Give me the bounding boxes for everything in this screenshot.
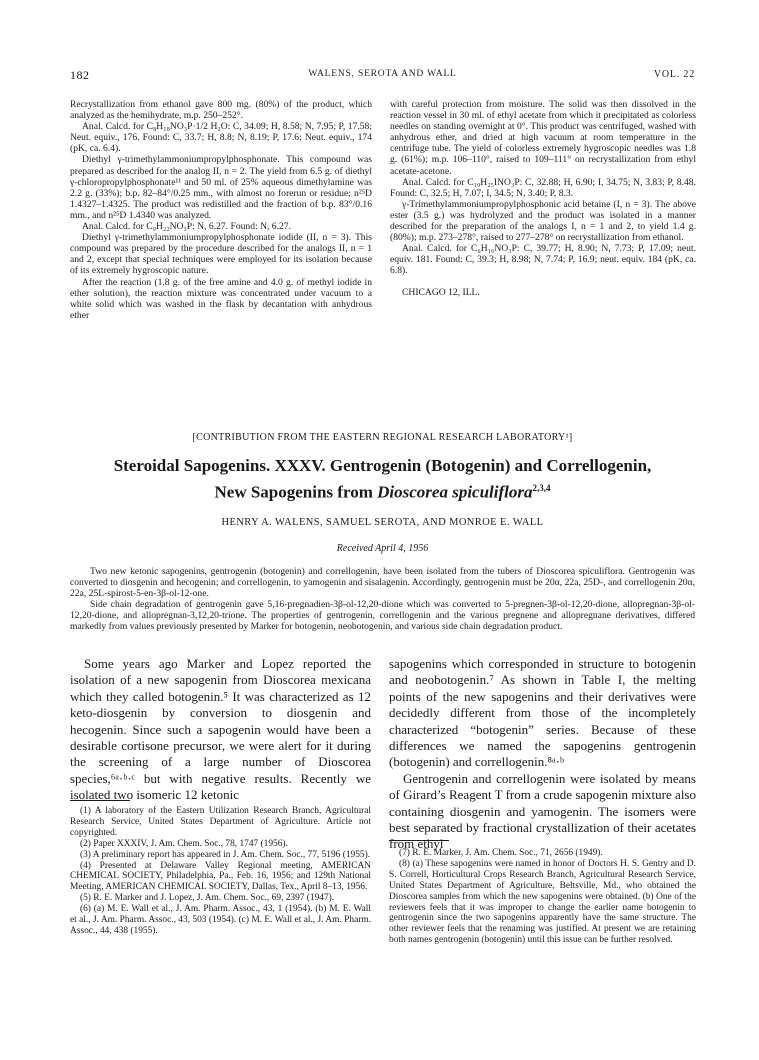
paragraph: with careful protection from moisture. The solid was then dissolved in the reaction vessel in 30 ml. of ethyl acetate from which it precipitated as colorless needles on standing overnight at 0°. This product was centrifuged, washed with anhydrous ether, and dried at high vacuum at room temperature in the centrifuge tube. The yield of colorless extremely hygroscopic needles was 1.8 g. (61%); m.p. 106–110°, raised to 109–111° on recrystallization from ethyl acetate-acetone. <box>390 99 696 177</box>
footnote-divider <box>389 840 449 841</box>
footnotes-left <box>70 806 371 937</box>
paragraph: Recrystallization from ethanol gave 800 mg. (80%) of the product, which analyzed as the hemihydrate, m.p. 250–252°. <box>70 99 372 122</box>
paragraph: Anal. Calcd. for C₆H₁₆NO₃P: C, 39.77; H, 8.90; N, 7.73; P, 17.09; neut. equiv. 181. Found: C, 39.3; H, 8.98; N, 7.74; P, 16.9; neut. equiv. 184 (pK, ca. 6.8). <box>390 243 696 277</box>
footnotes-right <box>389 848 696 946</box>
title-line-2-text: New Sapogenins from <box>214 482 378 502</box>
paragraph: sapogenins which corresponded in structure to botogenin and neobotogenin.⁷ As shown in Table I, the melting points of the new sapogenins and their derivatives were decidedly different from those of the incompletely characterized “botogenin” series. Because of these differences we named the sapogenins gentrogenin (botogenin) and correllogenin.⁸ᵃ·ᵇ <box>389 656 696 770</box>
footnote-divider <box>70 800 130 801</box>
volume-label: VOL. 22 <box>653 69 695 80</box>
footnote: (2) Paper XXXIV, J. Am. Chem. Soc., 78, 1747 (1956). <box>80 838 288 849</box>
paragraph: Anal. Calcd. for C₁₀H₂₅INO₃P: C, 32.88; H, 6.90; I, 34.75; N, 3.83; P, 8.48. Found: C, 32.5; H, 7.07; I, 34.5; N, 3.40; P, 8.3. <box>390 176 696 199</box>
page-number: 182 <box>70 68 90 82</box>
paragraph: Anal. Calcd. for C₈H₁₈NO₃P·1/2 H₂O: C, 34.09; H, 8.58; N, 7.95; P, 17.58; Neut. equiv., 176. Found: C, 33.7; H, 8.8; N, 8.19; P, 17.6; Neut. equiv., 174 (pK, ca. 6.4). <box>70 121 372 155</box>
title-line-1: Steroidal Sapogenins. XXXV. Gentrogenin (Botogenin) and Correllogenin, <box>113 456 652 475</box>
article-authors: HENRY A. WALENS, SAMUEL SEROTA, AND MONROE E. WALL <box>221 517 544 528</box>
contribution-note: [CONTRIBUTION FROM THE EASTERN REGIONAL RESEARCH LABORATORY¹] <box>192 432 573 443</box>
footnote: (8) (a) These sapogenins were named in honor of Doctors H. S. Gentry and D. S. Correll, Horticultural Crops Research Branch, Agricultural Research Service, United States Department of Agriculture, Beltsville, Md., who obtained the Dioscorea samples from which the new sapogenins were obtained. (b) One of the reviewers feels that it was improper to change the earlier name botogenin to gentrogenin since the two sapogenins apparently have the same structure. The other reviewer feels that the renaming was justified. At present we are retaining both names gentrogenin (botogenin) until this issue can be further resolved. <box>389 858 696 946</box>
abstract-paragraph: Two new ketonic sapogenins, gentrogenin (botogenin) and correllogenin, have been isolated from the tubers of Dioscorea spiculiflora. Gentrogenin was converted to diosgenin and hecogenin; and correllogenin, to yamogenin and sisalagenin. Accordingly, gentrogenin must be 20α, 22a, 25D-, and correllogenin 20α, 22a, 25L-spirost-5-en-3β-ol-12-one. <box>70 566 695 600</box>
article-title <box>70 455 695 504</box>
running-authors: WALENS, SEROTA AND WALL <box>308 69 457 79</box>
paragraph: Diethyl γ-trimethylammoniumpropylphosphonate. This compound was prepared as described for the analog II, n = 2. The yield from 6.5 g. of diethyl γ-chloropropylphosphonate¹¹ and 50 ml. of 25% aqueous dimethylamine was 2.2 g. (33%); b.p. 82–84°/0.25 mm., with almost no forerun or residue; n²⁵D 1.4327–1.4325. The product was redistilled and the fraction of b.p. 83°/0.16 mm., and n²⁵D 1.4340 was analyzed. <box>70 154 372 221</box>
body-right-column <box>389 656 696 853</box>
paragraph: Some years ago Marker and Lopez reported the isolation of a new sapogenin from Dioscorea mexicana which they called botogenin.⁵ It was characterized as 12 keto-diosgenin by conversion to diosgenin and hecogenin. Since such a sapogenin would have been a desirable cortisone precursor, we were alert for it during the screening of a large number of Dioscorea species,⁶ᵃ·ᵇ·ᶜ but with negative results. Recently we isolated two isomeric 12 ketonic <box>70 656 371 803</box>
affiliation-location: CHICAGO 12, ILL. <box>402 286 480 298</box>
previous-article-right-column <box>390 99 696 298</box>
footnote: (6) (a) M. E. Wall et al., J. Am. Pharm. Assoc., 43, 1 (1954). (b) M. E. Wall et al., J. Am. Pharm. Assoc., 43, 503 (1954). (c) M. E. Wall et al., J. Am. Pharm. Assoc., 44, 438 (1955). <box>70 904 371 936</box>
previous-article-left-column <box>70 99 372 321</box>
footnote: (5) R. E. Marker and J. Lopez, J. Am. Chem. Soc., 69, 2397 (1947). <box>80 893 335 904</box>
footnote: (7) R. E. Marker, J. Am. Chem. Soc., 71, 2656 (1949). <box>399 848 603 858</box>
title-species: Dioscorea spiculiflora <box>377 482 533 502</box>
paragraph: After the reaction (1.8 g. of the free amine and 4.0 g. of methyl iodide in ether solution), the reaction mixture was concentrated under vacuum to a white solid which was washed in the flask by decantation with anhydrous ether <box>70 276 372 321</box>
running-header <box>70 68 695 86</box>
received-date: Received April 4, 1956 <box>336 543 429 554</box>
paragraph: Diethyl γ-trimethylammoniumpropylphosphonate iodide (II, n = 3). This compound was prepared by the procedure described for the analogs II, n = 1 and 2, except that special techniques were employed for its isolation because of its extremely hygroscopic nature. <box>70 232 372 277</box>
footnote: (3) A preliminary report has appeared in J. Am. Chem. Soc., 77, 5196 (1955). <box>80 849 371 860</box>
paragraph: γ-Trimethylammoniumpropylphosphonic acid betaine (I, n = 3). The above ester (3.5 g.) was hydrolyzed and the product was isolated in a manner described for the preparation of the analogs I, n = 1 and 2, to yield 1.4 g. (80%); m.p. 273–278°, raised to 277–278° on recrystallization from ethanol. <box>390 198 696 244</box>
abstract <box>70 566 695 633</box>
footnote: (1) A laboratory of the Eastern Utilization Research Branch, Agricultural Research Service, United States Department of Agriculture. Article not copyrighted. <box>70 806 371 838</box>
paragraph: Anal. Calcd. for C₉H₂₂NO₃P: N, 6.27. Found: N, 6.27. <box>82 221 291 233</box>
title-line-2 <box>70 477 695 504</box>
body-left-column <box>70 656 371 804</box>
title-footnote-refs: 2,3,4 <box>532 483 551 493</box>
footnote: (4) Presented at Delaware Valley Regional meeting, AMERICAN CHEMICAL SOCIETY, Philadelphia, Pa., Feb. 16, 1956; and 129th National Meeting, AMERICAN CHEMICAL SOCIETY, Dallas, Tex., April 8–13, 1956. <box>70 860 371 893</box>
paragraph: Gentrogenin and correllogenin were isolated by means of Girard’s Reagent T from a crude sapogenin mixture also containing diosgenin and yamogenin. The isomers were best separated by fractional crystallization of their acetates from ethyl <box>389 770 696 852</box>
abstract-paragraph: Side chain degradation of gentrogenin gave 5,16-pregnadien-3β-ol-12,20-dione which was converted to 5-pregnen-3β-ol-12,20-dione, allopregnan-3β-ol-12,20-dione, and allopregnan-3,12,20-trione. The properties of gentrogenin, correllogenin and the various pregnene and allopregnane derivatives, differed markedly from values previously presented by Marker for botogenin, neobotogenin, and various side chain degradation product. <box>70 599 695 633</box>
